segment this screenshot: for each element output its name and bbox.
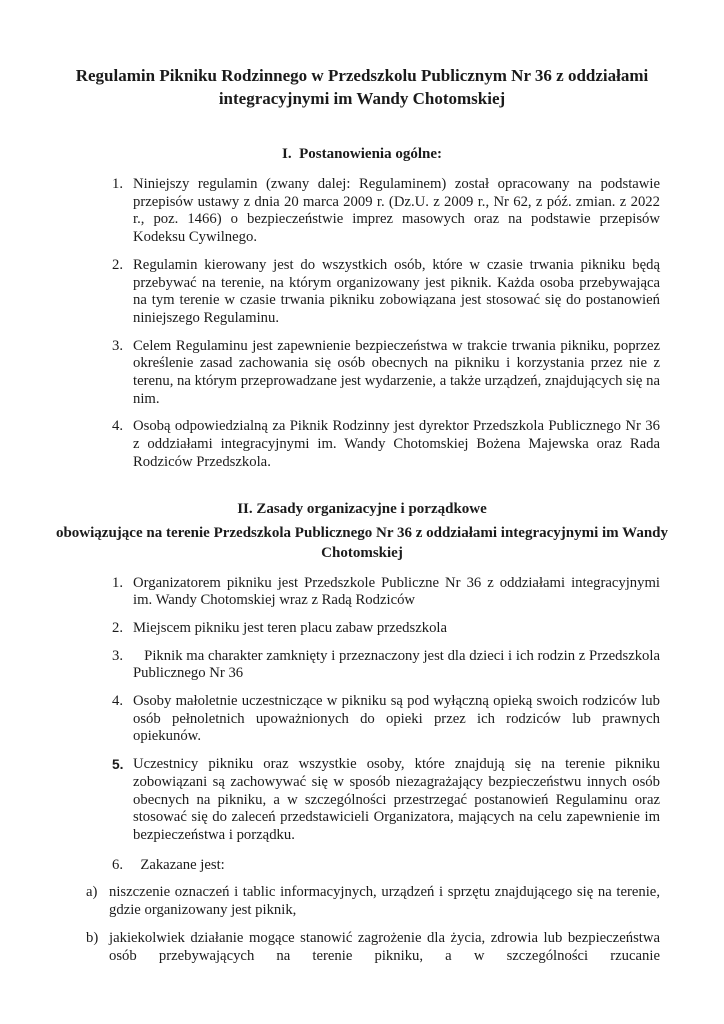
list-item-number: 5. xyxy=(112,757,124,773)
list-item-letter: a) xyxy=(86,884,98,901)
section-2-heading: II. Zasady organizacyjne i porządkowe xyxy=(237,500,487,517)
list-item-text: Osobą odpowiedzialną za Piknik Rodzinny jest dyrektor Przedszkola Publicznego Nr 36 z oddziałami integracyjnymi im. Wandy Chotomskiej Bożena Majewska oraz Rada Rodziców Przedszkola. xyxy=(133,418,660,470)
list-item-number: 4. xyxy=(112,418,124,435)
list-item xyxy=(0,257,724,328)
list-item-number: 6. xyxy=(112,856,124,873)
list-item-text: Regulamin kierowany jest do wszystkich osób, które w czasie trwania pikniku będą przebywać na terenie, na którym organizowany jest piknik. Każda osoba przebywająca na tym terenie w czasie trwania pikniku zobowiązana jest stosować się do postanowień niniejszego Regulaminu. xyxy=(133,256,660,326)
list-item-number: 1. xyxy=(112,574,124,591)
list-item xyxy=(0,693,724,746)
list-item-number: 3. xyxy=(112,647,124,664)
list-item xyxy=(0,930,724,965)
list-item xyxy=(0,338,724,409)
section-2-subheading: obowiązujące na terenie Przedszkola Publicznego Nr 36 z oddziałami integracyjnymi im Wandy Chotomskiej xyxy=(55,524,669,562)
list-item-number: 4. xyxy=(112,693,124,710)
list-item-text: Osoby małoletnie uczestniczące w pikniku są pod wyłączną opieką swoich rodziców lub osób pełnoletnich upoważnionych do opieki przez ich rodziców lub prawnych opiekunów. xyxy=(133,693,660,745)
list-item-text: Miejscem pikniku jest teren placu zabaw przedszkola xyxy=(133,619,448,636)
list-item-text: Uczestnicy pikniku oraz wszystkie osoby, które znajdują się na terenie pikniku zobowiązani są zachowywać się w sposób niezagrażający bezpieczeństwu innych osób obecnych na pikniku, a w szczególności przestrzegać postanowień Regulaminu oraz stosować się do zaleceń przedstawicieli Organizatora, mających na celu zapewnienie im bezpieczeństwa i porządku. xyxy=(133,756,660,843)
document-title: Regulamin Pikniku Rodzinnego w Przedszkolu Publicznym Nr 36 z oddziałami integracyjnymi im Wandy Chotomskiej xyxy=(75,66,649,108)
list-item xyxy=(0,648,724,683)
list-item xyxy=(0,620,724,638)
list-item xyxy=(0,418,724,471)
list-item-letter: b) xyxy=(86,929,99,946)
list-item-text: Organizatorem pikniku jest Przedszkole Publiczne Nr 36 z oddziałami integracyjnymi im. Wandy Chotomskiej wraz z Radą Rodziców xyxy=(133,574,660,609)
list-item-text: Zakazane jest: xyxy=(133,856,225,873)
section-2-list xyxy=(0,575,724,966)
list-item-number: 2. xyxy=(112,256,124,273)
list-item xyxy=(0,756,724,845)
list-item-text: niszczenie oznaczeń i tablic informacyjnych, urządzeń i sprzętu znajdującego się na terenie, gdzie organizowany jest piknik, xyxy=(109,884,660,919)
list-item-text: jakiekolwiek działanie mogące stanowić zagrożenie dla życia, zdrowia lub bezpieczeństwa osób przebywających na terenie pikniku, a w szczególności rzucanie xyxy=(109,929,660,964)
list-item-text: Celem Regulaminu jest zapewnienie bezpieczeństwa w trakcie trwania pikniku, poprzez określenie zasad zachowania się osób obecnych na pikniku i korzystania przez nie z terenu, na którym przeprowadzane jest wydarzenie, a także urządzeń, znajdujących się na nim. xyxy=(133,337,660,407)
section-1-list xyxy=(0,176,724,472)
list-item-number: 3. xyxy=(112,337,124,354)
list-item xyxy=(0,575,724,610)
list-item-text: Piknik ma charakter zamknięty i przeznaczony jest dla dzieci i ich rodzin z Przedszkola Publicznego Nr 36 xyxy=(133,647,660,682)
list-item-number: 2. xyxy=(112,619,124,636)
section-1-heading: I. Postanowienia ogólne: xyxy=(281,146,442,162)
list-item xyxy=(0,176,724,247)
list-item-number: 1. xyxy=(112,176,124,192)
list-item-text: Niniejszy regulamin (zwany dalej: Regulaminem) został opracowany na podstawie przepisów ustawy z dnia 20 marca 2009 r. (Dz.U. z 2009 r., Nr 62, z póź. zmian. z 2022 r., poz. 1466) o bezpieczeństwie imprez masowych oraz na podstawie przepisów Kodeksu Cywilnego. xyxy=(133,176,660,246)
list-item xyxy=(0,857,724,875)
list-item xyxy=(0,884,724,919)
